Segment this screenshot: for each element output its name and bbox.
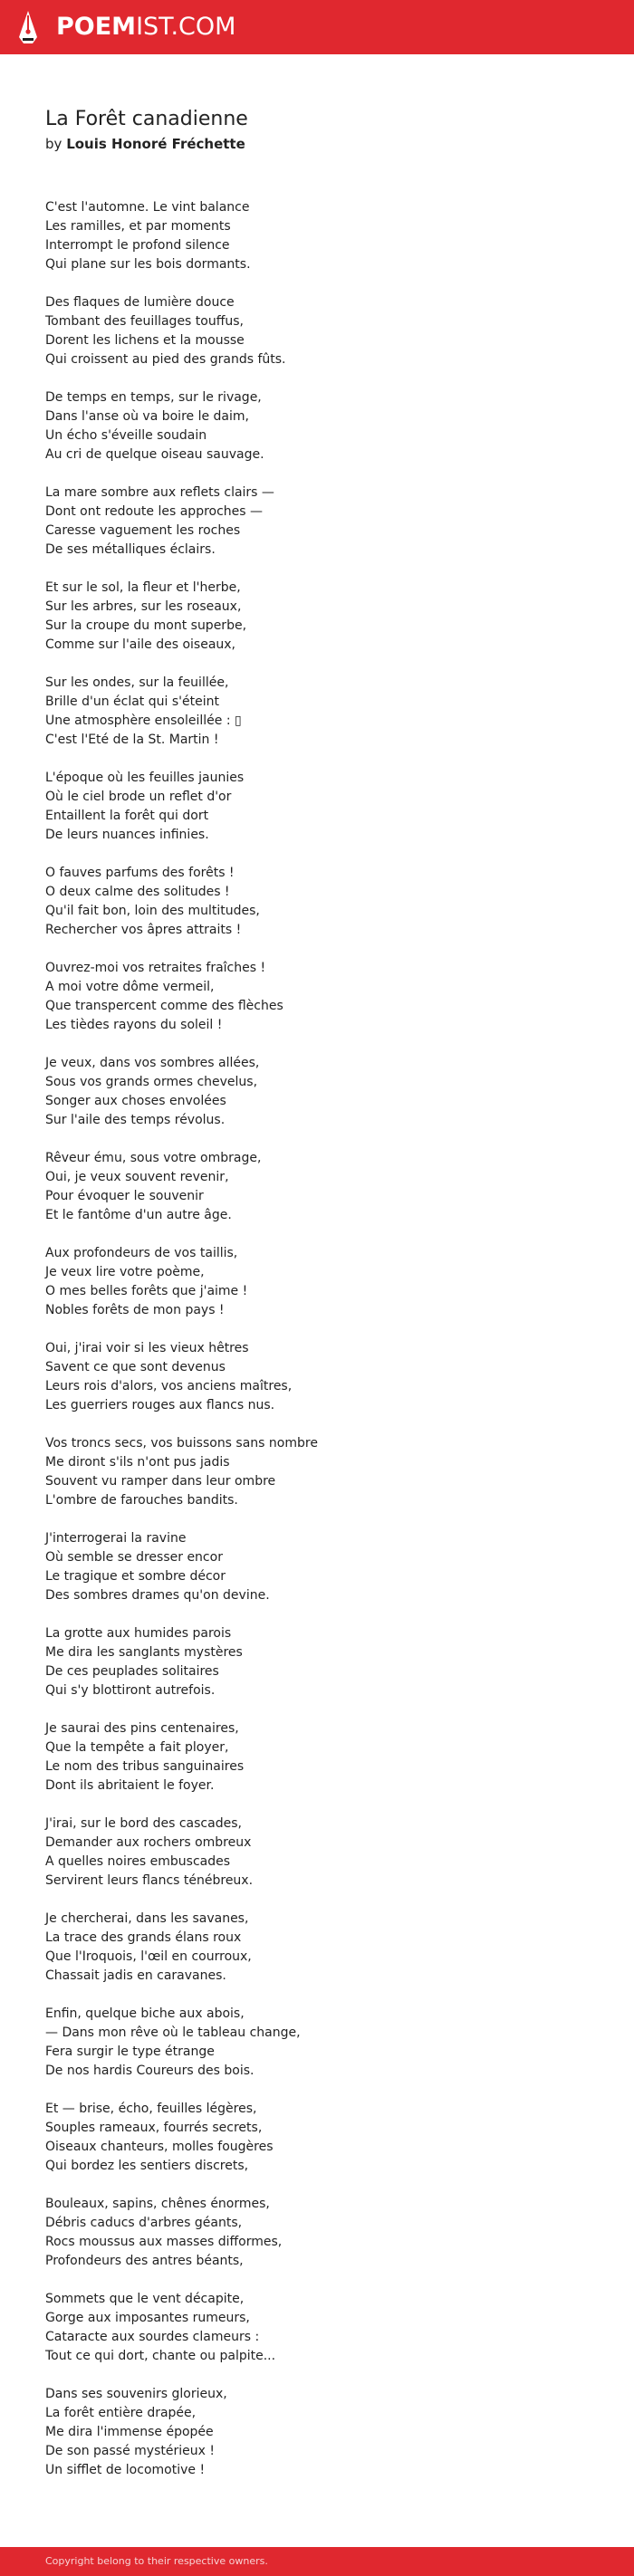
- poem-line: Rechercher vos âpres attraits !: [45, 923, 242, 937]
- poem-line: Un sifflet de locomotive !: [45, 2463, 206, 2477]
- poem-line: Dorent les lichens et la mousse: [45, 333, 245, 348]
- poem-line: Au cri de quelque oiseau sauvage.: [45, 447, 264, 462]
- poem-line: La trace des grands élans roux: [45, 1930, 242, 1945]
- poem-line: Brille d'un éclat qui s'éteint: [45, 694, 219, 709]
- poem-line: Et le fantôme d'un autre âge.: [45, 1208, 232, 1222]
- poem-line: Les tièdes rayons du soleil !: [45, 1018, 223, 1032]
- poem-line: O fauves parfums des forêts !: [45, 866, 235, 880]
- poem-line: Oiseaux chanteurs, molles fougères: [45, 2140, 274, 2154]
- poem-line: Où le ciel brode un reflet d'or: [45, 790, 232, 804]
- poem-line: L'ombre de farouches bandits.: [45, 1493, 238, 1508]
- poem-line: O mes belles forêts que j'aime !: [45, 1284, 248, 1298]
- poem-line: Oui, je veux souvent revenir,: [45, 1170, 229, 1184]
- stanza: [45, 1624, 589, 1700]
- poem-line: Interrompt le profond silence: [45, 238, 230, 253]
- poem-line: Pour évoquer le souvenir: [45, 1189, 204, 1203]
- poem-line: A quelles noires embuscades: [45, 1854, 231, 1869]
- poem-line: Oui, j'irai voir si les vieux hêtres: [45, 1341, 249, 1355]
- stanza: [45, 1434, 589, 1510]
- pen-nib-icon[interactable]: [18, 10, 38, 44]
- poem-line: Que l'Iroquois, l'œil en courroux,: [45, 1949, 252, 1964]
- poem-line: O deux calme des solitudes !: [45, 885, 230, 899]
- poem-line: Chassait jadis en caravanes.: [45, 1968, 226, 1983]
- brand-bold: POEM: [56, 13, 137, 41]
- poem-line: Cataracte aux sourdes clameurs :: [45, 2330, 260, 2344]
- poem-line: Je veux lire votre poème,: [45, 1265, 205, 1279]
- poem-line: Tout ce qui dort, chante ou palpite...: [45, 2349, 276, 2363]
- poem-line: Rocs moussus aux masses difformes,: [45, 2235, 283, 2249]
- poem-line: Bouleaux, sapins, chênes énormes,: [45, 2197, 270, 2211]
- poem-line: Vos troncs secs, vos buissons sans nombre: [45, 1436, 318, 1451]
- poem-line: Que la tempête a fait ployer,: [45, 1740, 229, 1755]
- poem-line: Fera surgir le type étrange: [45, 2045, 215, 2059]
- poem-line: Sur les ondes, sur la feuillée,: [45, 675, 229, 690]
- stanza: [45, 2385, 589, 2480]
- stanza: [45, 2195, 589, 2271]
- poem-line: La mare sombre aux reflets clairs —: [45, 485, 274, 500]
- poem-line: Me dira l'immense épopée: [45, 2425, 214, 2439]
- copyright-text: Copyright belong to their respective owners.: [45, 2555, 268, 2567]
- poem-line: Me dira les sanglants mystères: [45, 1645, 243, 1660]
- stanza: [45, 1054, 589, 1130]
- poem-line: Les guerriers rouges aux flancs nus.: [45, 1398, 275, 1412]
- stanza: [45, 2100, 589, 2176]
- poem-line: Me diront s'ils n'ont pus jadis: [45, 1455, 230, 1470]
- brand-regular: IST.COM: [136, 13, 236, 41]
- poem-line: Débris caducs d'arbres géants,: [45, 2216, 243, 2230]
- poem-line: Sur l'aile des temps révolus.: [45, 1113, 226, 1127]
- stanza: [45, 1719, 589, 1796]
- stanza: [45, 293, 589, 369]
- poem-body: [45, 198, 589, 2499]
- stanza: [45, 2005, 589, 2081]
- poem-line: Les ramilles, et par moments: [45, 219, 231, 234]
- poem-line: A moi votre dôme vermeil,: [45, 980, 215, 994]
- poem-line: De ces peuplades solitaires: [45, 1664, 219, 1679]
- poem-line: Caresse vaguement les roches: [45, 523, 241, 538]
- poem-line: La forêt entière drapée,: [45, 2406, 197, 2420]
- stanza: [45, 769, 589, 845]
- poem-line: Leurs rois d'alors, vos anciens maîtres,: [45, 1379, 293, 1393]
- poem-line: De son passé mystérieux !: [45, 2444, 215, 2458]
- stanza: [45, 959, 589, 1035]
- poem-line: Rêveur ému, sous votre ombrage,: [45, 1151, 262, 1165]
- poem-line: Qu'il fait bon, loin des multitudes,: [45, 904, 260, 918]
- stanza: [45, 2290, 589, 2366]
- poem-line: Qui s'y blottiront autrefois.: [45, 1683, 216, 1698]
- poem-line: Le nom des tribus sanguinaires: [45, 1759, 245, 1774]
- poem-line: Savent ce que sont devenus: [45, 1360, 226, 1374]
- poem-line: Un écho s'éveille soudain: [45, 428, 207, 443]
- stanza: [45, 388, 589, 464]
- poem-line: Que transpercent comme des flèches: [45, 999, 283, 1013]
- poem-line: J'interrogerai la ravine: [45, 1531, 187, 1546]
- poem-line: Servirent leurs flancs ténébreux.: [45, 1873, 254, 1888]
- poem-line: J'irai, sur le bord des cascades,: [45, 1816, 242, 1831]
- poem-line: La grotte aux humides parois: [45, 1626, 232, 1641]
- poem-line: Et sur le sol, la fleur et l'herbe,: [45, 580, 241, 595]
- site-footer: [0, 2547, 634, 2576]
- poem-title: La Forêt canadienne: [45, 108, 248, 130]
- poem-line: De leurs nuances infinies.: [45, 828, 209, 842]
- poem-line: Gorge aux imposantes rumeurs,: [45, 2311, 250, 2325]
- poem-line: Ouvrez-moi vos retraites fraîches !: [45, 961, 266, 975]
- poem-line: De temps en temps, sur le rivage,: [45, 390, 262, 405]
- site-header: [0, 0, 634, 54]
- stanza: [45, 1149, 589, 1225]
- poem-line: Sur les arbres, sur les roseaux,: [45, 599, 242, 614]
- stanza: [45, 579, 589, 655]
- site-logo-link[interactable]: [56, 12, 235, 43]
- poem-line: Et — brise, écho, feuilles légères,: [45, 2102, 257, 2116]
- stanza: [45, 864, 589, 940]
- poem-line: Je veux, dans vos sombres allées,: [45, 1056, 260, 1070]
- poem-header: [45, 107, 589, 154]
- stanza: [45, 1339, 589, 1415]
- poem-line: Dans ses souvenirs glorieux,: [45, 2387, 227, 2401]
- poem-line: Dont ont redoute les approches —: [45, 504, 264, 519]
- poem-line: C'est l'automne. Le vint balance: [45, 200, 250, 215]
- poem-line: Je chercherai, dans les savanes,: [45, 1911, 249, 1926]
- poem-line: Aux profondeurs de vos taillis,: [45, 1246, 238, 1260]
- stanza: [45, 198, 589, 274]
- stanza: [45, 484, 589, 560]
- poem-line: Souvent vu ramper dans leur ombre: [45, 1474, 276, 1489]
- stanza: [45, 1815, 589, 1891]
- poem-line: Enfin, quelque biche aux abois,: [45, 2006, 245, 2021]
- poem-line: Qui croissent au pied des grands fûts.: [45, 352, 286, 367]
- poem-line: Une atmosphère ensoleillée : ▯: [45, 713, 242, 728]
- author-link[interactable]: Louis Honoré Fréchette: [66, 136, 245, 152]
- poem-line: L'époque où les feuilles jaunies: [45, 771, 245, 785]
- poem-line: C'est l'Eté de la St. Martin !: [45, 733, 219, 747]
- poem-line: Des sombres drames qu'on devine.: [45, 1588, 270, 1603]
- poem-line: Qui bordez les sentiers discrets,: [45, 2159, 249, 2173]
- stanza: [45, 1244, 589, 1320]
- poem-line: Songer aux choses envolées: [45, 1094, 226, 1108]
- poem-line: Dont ils abritaient le foyer.: [45, 1778, 215, 1793]
- poem-line: Entaillent la forêt qui dort: [45, 809, 209, 823]
- poem-line: Demander aux rochers ombreux: [45, 1835, 252, 1850]
- poem-line: De ses métalliques éclairs.: [45, 542, 216, 557]
- poem-line: Des flaques de lumière douce: [45, 295, 235, 310]
- poem-line: Où semble se dresser encor: [45, 1550, 223, 1565]
- poem-line: Sommets que le vent décapite,: [45, 2292, 245, 2306]
- by-label: by: [45, 136, 62, 152]
- poem-line: Comme sur l'aile des oiseaux,: [45, 637, 236, 652]
- poem-line: Souples rameaux, fourrés secrets,: [45, 2121, 263, 2135]
- poem-line: Sur la croupe du mont superbe,: [45, 618, 247, 633]
- stanza: [45, 1910, 589, 1986]
- poem-line: Le tragique et sombre décor: [45, 1569, 226, 1584]
- poem-line: Profondeurs des antres béants,: [45, 2254, 244, 2268]
- poem-line: Tombant des feuillages touffus,: [45, 314, 244, 329]
- poem-line: — Dans mon rêve où le tableau change,: [45, 2025, 301, 2040]
- poem-line: Nobles forêts de mon pays !: [45, 1303, 225, 1317]
- poem-line: De nos hardis Coureurs des bois.: [45, 2064, 255, 2078]
- poem-line: Dans l'anse où va boire le daim,: [45, 409, 249, 424]
- poem-line: Qui plane sur les bois dormants.: [45, 257, 251, 272]
- poem-line: Sous vos grands ormes chevelus,: [45, 1075, 258, 1089]
- stanza: [45, 674, 589, 750]
- stanza: [45, 1529, 589, 1605]
- byline: [45, 134, 589, 154]
- poem-line: Je saurai des pins centenaires,: [45, 1721, 239, 1736]
